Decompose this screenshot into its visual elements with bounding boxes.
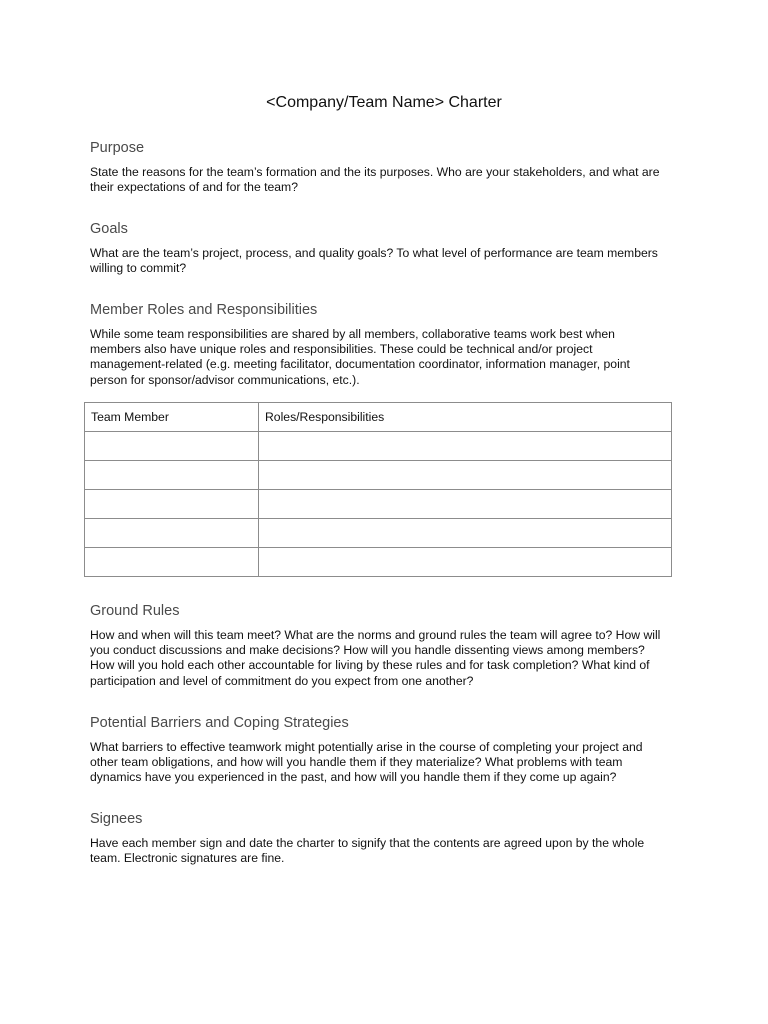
goals-line: What are the team’s project, process, and quality goals? To what level of performance are team members bbox=[90, 246, 658, 260]
barriers-line: other team obligations, and how will you handle them if they materialize? What problems with team bbox=[90, 755, 623, 770]
roles-cell[interactable] bbox=[259, 461, 672, 490]
table-row bbox=[85, 548, 672, 577]
roles-line: management-related (e.g. meeting facilitator, documentation coordinator, information manager, point bbox=[90, 357, 630, 372]
signees-line: Have each member sign and date the charter to signify that the contents are agreed upon by the whole bbox=[90, 836, 645, 850]
roles-line: members also have unique roles and responsibilities. These could be technical and/or project bbox=[90, 342, 593, 357]
roles-line: While some team responsibilities are shared by all members, collaborative teams work best when bbox=[90, 327, 615, 341]
signees-text bbox=[90, 836, 690, 866]
roles-table bbox=[84, 402, 672, 577]
barriers-line: dynamics have you experienced in the past, and how will you handle them if they come up again? bbox=[90, 770, 617, 785]
goals-heading: Goals bbox=[90, 221, 128, 237]
team-member-cell[interactable] bbox=[85, 461, 259, 490]
team-member-cell[interactable] bbox=[85, 432, 259, 461]
signees-heading: Signees bbox=[90, 811, 143, 827]
roles-responsibilities-header: Roles/Responsibilities bbox=[259, 403, 672, 432]
table-row bbox=[85, 519, 672, 548]
table-row bbox=[85, 461, 672, 490]
purpose-text bbox=[90, 165, 690, 195]
ground-rules-line: How and when will this team meet? What are the norms and ground rules the team will agree to? How will bbox=[90, 628, 661, 642]
purpose-line: their expectations of and for the team? bbox=[90, 180, 298, 195]
team-member-cell[interactable] bbox=[85, 519, 259, 548]
roles-cell[interactable] bbox=[259, 548, 672, 577]
barriers-heading: Potential Barriers and Coping Strategies bbox=[90, 715, 349, 731]
barriers-text bbox=[90, 740, 690, 786]
barriers-line: What barriers to effective teamwork might potentially arise in the course of completing your project and bbox=[90, 740, 643, 754]
ground-rules-line: How will you hold each other accountable for living by these rules and for task completion? What kind of bbox=[90, 658, 650, 673]
roles-line: person for sponsor/advisor communications, etc.). bbox=[90, 372, 360, 387]
ground-rules-heading: Ground Rules bbox=[90, 603, 180, 619]
table-row bbox=[85, 432, 672, 461]
goals-line: willing to commit? bbox=[90, 261, 187, 276]
roles-cell[interactable] bbox=[259, 519, 672, 548]
roles-text bbox=[90, 327, 690, 388]
team-member-header: Team Member bbox=[85, 403, 259, 432]
ground-rules-line: you conduct discussions and make decisions? How will you handle dissenting views among members? bbox=[90, 643, 645, 658]
ground-rules-line: participation and level of commitment do you expect from one another? bbox=[90, 673, 474, 688]
team-member-cell[interactable] bbox=[85, 490, 259, 519]
table-row bbox=[85, 490, 672, 519]
team-member-cell[interactable] bbox=[85, 548, 259, 577]
purpose-heading: Purpose bbox=[90, 140, 145, 156]
goals-text bbox=[90, 246, 690, 276]
roles-cell[interactable] bbox=[259, 432, 672, 461]
signees-line: team. Electronic signatures are fine. bbox=[90, 851, 285, 866]
roles-cell[interactable] bbox=[259, 490, 672, 519]
purpose-line: State the reasons for the team’s formation and the its purposes. Who are your stakeholders, and what are bbox=[90, 165, 660, 179]
ground-rules-text bbox=[90, 628, 690, 689]
document-title: <Company/Team Name> Charter bbox=[266, 94, 502, 111]
roles-table-header-row bbox=[85, 403, 672, 432]
roles-heading: Member Roles and Responsibilities bbox=[90, 302, 318, 318]
